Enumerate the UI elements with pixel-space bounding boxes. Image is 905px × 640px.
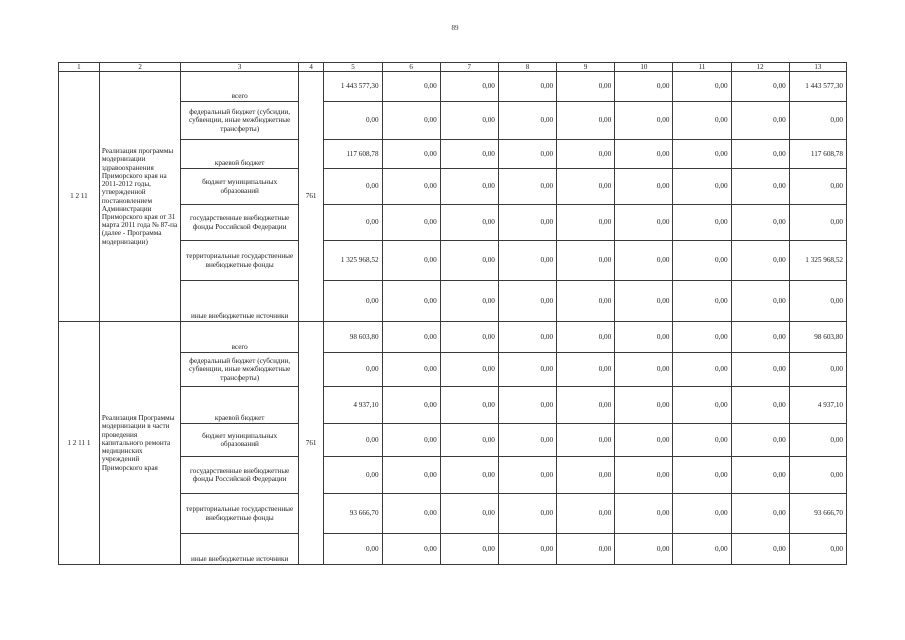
- funding-source: всего: [181, 72, 298, 102]
- value-cell: 0,00: [382, 281, 440, 322]
- value-cell: 0,00: [557, 241, 615, 281]
- value-cell: 0,00: [731, 534, 789, 565]
- value-cell: 0,00: [382, 72, 440, 102]
- value-cell: 0,00: [382, 140, 440, 169]
- value-cell: 4 937,10: [789, 387, 846, 424]
- value-cell: 0,00: [673, 353, 731, 387]
- value-cell: 0,00: [382, 424, 440, 457]
- value-cell: 98 603,80: [789, 322, 846, 353]
- value-cell: 0,00: [789, 457, 846, 494]
- column-header: 11: [673, 63, 731, 72]
- value-cell: 0,00: [440, 494, 498, 534]
- value-cell: 0,00: [382, 534, 440, 565]
- funding-source: федеральный бюджет (субсидии, субвенции, иные межбюджетные трансферты): [181, 102, 298, 140]
- column-header: 5: [324, 63, 382, 72]
- value-cell: 0,00: [440, 241, 498, 281]
- section-code: 1 2 11 1: [59, 322, 100, 565]
- value-cell: 0,00: [731, 241, 789, 281]
- value-cell: 0,00: [615, 322, 673, 353]
- value-cell: 93 666,70: [789, 494, 846, 534]
- section-description: Реализация программы модернизации здравоохранения Приморского края на 2011-2012 годы, утвержденной постановлением Администрации Приморского края от 31 марта 2011 года № 87-па (далее - Программа модернизации): [99, 72, 181, 322]
- value-cell: 1 443 577,30: [789, 72, 846, 102]
- funding-source: краевой бюджет: [181, 387, 298, 424]
- funding-source: бюджет муниципальных образований: [181, 169, 298, 205]
- value-cell: 0,00: [673, 205, 731, 241]
- section-code: 1 2 11: [59, 72, 100, 322]
- value-cell: 0,00: [382, 353, 440, 387]
- value-cell: 0,00: [615, 102, 673, 140]
- value-cell: 0,00: [557, 353, 615, 387]
- value-cell: 0,00: [557, 169, 615, 205]
- value-cell: 0,00: [615, 494, 673, 534]
- section-description: Реализация Программы модернизации в части проведения капитального ремонта медицинских учреждений Приморского края: [99, 322, 181, 565]
- value-cell: 0,00: [789, 169, 846, 205]
- value-cell: 0,00: [789, 102, 846, 140]
- value-cell: 0,00: [673, 387, 731, 424]
- value-cell: 117 608,78: [789, 140, 846, 169]
- value-cell: 0,00: [440, 322, 498, 353]
- value-cell: 0,00: [498, 353, 556, 387]
- value-cell: 0,00: [731, 102, 789, 140]
- value-cell: 0,00: [324, 534, 382, 565]
- column-header: 8: [498, 63, 556, 72]
- value-cell: 0,00: [789, 281, 846, 322]
- value-cell: 1 325 968,52: [789, 241, 846, 281]
- value-cell: 0,00: [557, 140, 615, 169]
- column-header: 3: [181, 63, 298, 72]
- value-cell: 0,00: [731, 205, 789, 241]
- value-cell: 0,00: [731, 281, 789, 322]
- value-cell: 0,00: [498, 424, 556, 457]
- value-cell: 0,00: [731, 387, 789, 424]
- value-cell: 0,00: [789, 205, 846, 241]
- value-cell: 4 937,10: [324, 387, 382, 424]
- value-cell: 0,00: [440, 424, 498, 457]
- funding-source: иные внебюджетные источники: [181, 534, 298, 565]
- value-cell: 0,00: [324, 281, 382, 322]
- value-cell: 0,00: [615, 72, 673, 102]
- value-cell: 0,00: [615, 353, 673, 387]
- value-cell: 0,00: [498, 72, 556, 102]
- value-cell: 0,00: [557, 494, 615, 534]
- value-cell: 0,00: [673, 281, 731, 322]
- funding-source: бюджет муниципальных образований: [181, 424, 298, 457]
- value-cell: 0,00: [324, 457, 382, 494]
- value-cell: 0,00: [557, 205, 615, 241]
- value-cell: 1 325 968,52: [324, 241, 382, 281]
- value-cell: 0,00: [731, 169, 789, 205]
- value-cell: 0,00: [615, 534, 673, 565]
- value-cell: 0,00: [789, 353, 846, 387]
- value-cell: 0,00: [498, 102, 556, 140]
- value-cell: 0,00: [498, 205, 556, 241]
- value-cell: 0,00: [498, 322, 556, 353]
- funding-source: всего: [181, 322, 298, 353]
- column-header: 9: [557, 63, 615, 72]
- value-cell: 0,00: [440, 457, 498, 494]
- value-cell: 0,00: [673, 72, 731, 102]
- value-cell: 0,00: [498, 140, 556, 169]
- section-kbk: 761: [298, 322, 324, 565]
- value-cell: 0,00: [382, 102, 440, 140]
- value-cell: 0,00: [382, 169, 440, 205]
- value-cell: 0,00: [498, 169, 556, 205]
- value-cell: 0,00: [673, 140, 731, 169]
- column-header: 1: [59, 63, 100, 72]
- value-cell: 0,00: [615, 387, 673, 424]
- value-cell: 0,00: [382, 387, 440, 424]
- value-cell: 0,00: [382, 457, 440, 494]
- value-cell: 0,00: [557, 102, 615, 140]
- value-cell: 0,00: [498, 494, 556, 534]
- value-cell: 117 608,78: [324, 140, 382, 169]
- funding-source: государственные внебюджетные фонды Российской Федерации: [181, 457, 298, 494]
- funding-source: федеральный бюджет (субсидии, субвенции, иные межбюджетные трансферты): [181, 353, 298, 387]
- value-cell: 0,00: [557, 534, 615, 565]
- value-cell: 0,00: [498, 534, 556, 565]
- column-number-row: [59, 63, 847, 72]
- value-cell: 0,00: [498, 457, 556, 494]
- section-1-row-0: [59, 322, 847, 353]
- value-cell: 0,00: [615, 457, 673, 494]
- value-cell: 0,00: [731, 494, 789, 534]
- value-cell: 0,00: [557, 424, 615, 457]
- value-cell: 0,00: [731, 140, 789, 169]
- value-cell: 0,00: [324, 424, 382, 457]
- value-cell: 0,00: [324, 102, 382, 140]
- value-cell: 0,00: [615, 205, 673, 241]
- value-cell: 0,00: [673, 102, 731, 140]
- value-cell: 0,00: [557, 322, 615, 353]
- value-cell: 0,00: [440, 169, 498, 205]
- value-cell: 0,00: [673, 169, 731, 205]
- value-cell: 0,00: [440, 281, 498, 322]
- value-cell: 0,00: [731, 72, 789, 102]
- value-cell: 0,00: [324, 169, 382, 205]
- value-cell: 0,00: [440, 72, 498, 102]
- value-cell: 0,00: [615, 169, 673, 205]
- value-cell: 0,00: [731, 322, 789, 353]
- value-cell: 0,00: [673, 322, 731, 353]
- value-cell: 0,00: [324, 205, 382, 241]
- value-cell: 0,00: [673, 457, 731, 494]
- value-cell: 0,00: [440, 353, 498, 387]
- value-cell: 0,00: [557, 387, 615, 424]
- value-cell: 0,00: [673, 534, 731, 565]
- funding-source: краевой бюджет: [181, 140, 298, 169]
- value-cell: 0,00: [615, 140, 673, 169]
- value-cell: 0,00: [615, 281, 673, 322]
- value-cell: 0,00: [382, 494, 440, 534]
- value-cell: 0,00: [440, 205, 498, 241]
- column-header: 7: [440, 63, 498, 72]
- value-cell: 0,00: [557, 281, 615, 322]
- value-cell: 0,00: [673, 241, 731, 281]
- column-header: 12: [731, 63, 789, 72]
- value-cell: 0,00: [557, 457, 615, 494]
- value-cell: 1 443 577,30: [324, 72, 382, 102]
- value-cell: 0,00: [440, 102, 498, 140]
- section-0-row-0: [59, 72, 847, 102]
- value-cell: 0,00: [382, 241, 440, 281]
- value-cell: 0,00: [731, 424, 789, 457]
- value-cell: 0,00: [440, 387, 498, 424]
- value-cell: 0,00: [731, 457, 789, 494]
- column-header: 13: [789, 63, 846, 72]
- page-number: 89: [451, 24, 459, 32]
- column-header: 2: [99, 63, 181, 72]
- funding-source: иные внебюджетные источники: [181, 281, 298, 322]
- value-cell: 0,00: [498, 241, 556, 281]
- funding-source: территориальные государственные внебюджетные фонды: [181, 241, 298, 281]
- value-cell: 0,00: [324, 353, 382, 387]
- value-cell: 0,00: [731, 353, 789, 387]
- funding-source: государственные внебюджетные фонды Российской Федерации: [181, 205, 298, 241]
- value-cell: 0,00: [382, 322, 440, 353]
- column-header: 10: [615, 63, 673, 72]
- value-cell: 0,00: [789, 424, 846, 457]
- column-header: 4: [298, 63, 324, 72]
- value-cell: 0,00: [440, 534, 498, 565]
- value-cell: 0,00: [673, 424, 731, 457]
- funding-source: территориальные государственные внебюджетные фонды: [181, 494, 298, 534]
- value-cell: 0,00: [440, 140, 498, 169]
- value-cell: 93 666,70: [324, 494, 382, 534]
- value-cell: 0,00: [498, 387, 556, 424]
- value-cell: 0,00: [615, 424, 673, 457]
- column-header: 6: [382, 63, 440, 72]
- section-kbk: 761: [298, 72, 324, 322]
- value-cell: 98 603,80: [324, 322, 382, 353]
- value-cell: 0,00: [498, 281, 556, 322]
- value-cell: 0,00: [382, 205, 440, 241]
- budget-table: [58, 62, 847, 565]
- value-cell: 0,00: [557, 72, 615, 102]
- value-cell: 0,00: [673, 494, 731, 534]
- value-cell: 0,00: [615, 241, 673, 281]
- value-cell: 0,00: [789, 534, 846, 565]
